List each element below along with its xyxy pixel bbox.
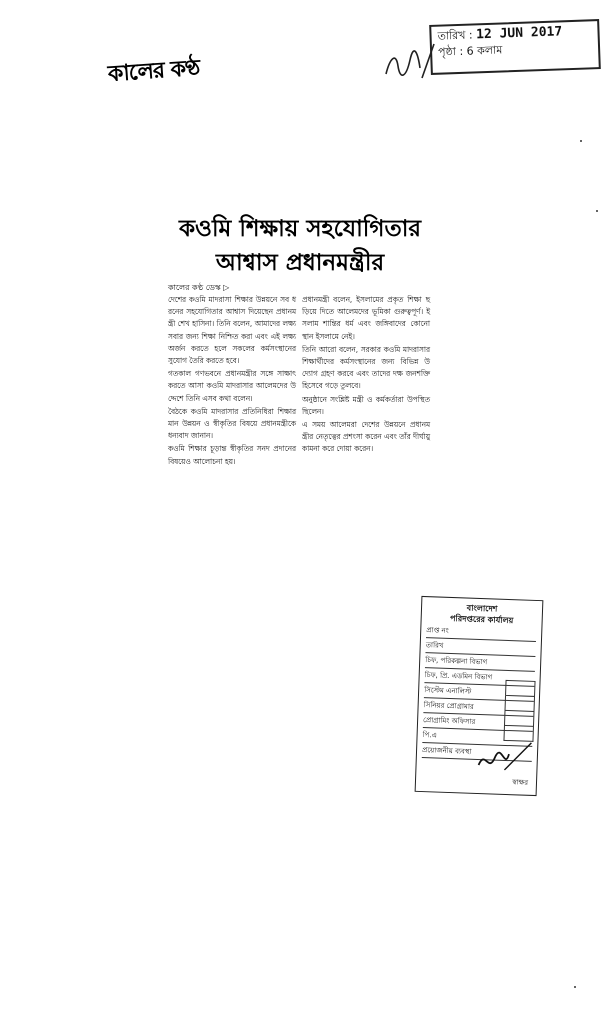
scan-speck (580, 140, 582, 142)
article-paragraph: দেশের কওমি মাদরাসা শিক্ষার উন্নয়নে সব ধরনের সহযোগিতার আশ্বাস দিয়েছেন প্রধানমন্ত্রী শেখ হাসিনা। তিনি বলেন, আমাদের লক্ষ্য সবার জন্য শিক্ষা নিশ্চিত করা এবং এই লক্ষ্য অর্জন করতে হলে সকলের কর্মসংস্থানের সুযোগ তৈরি করতে হবে। (168, 295, 296, 366)
scan-speck (596, 210, 598, 212)
article-paragraph: এ সময় আলেমরা দেশের উন্নয়নে প্রধানমন্ত্রীর নেতৃত্বের প্রশংসা করেন এবং তাঁর দীর্ঘায়ু কামনা করে দোয়া করেন। (302, 420, 430, 454)
slip-checkbox (504, 696, 535, 712)
article-paragraph: বৈঠকে কওমি মাদরাসার প্রতিনিধিরা শিক্ষার মান উন্নয়ন ও স্বীকৃতির বিষয়ে প্রধানমন্ত্রীকে ধন্যবাদ জানান। (168, 406, 296, 441)
signature-mark (474, 739, 535, 781)
stamp-date-label: তারিখ (437, 28, 466, 43)
headline-line-2: আশ্বাস প্রধানমন্ত্রীর (215, 250, 385, 276)
slip-checkbox-column (503, 680, 535, 742)
stamp-page-label: পৃষ্ঠা (437, 45, 457, 59)
article-paragraph: প্রধানমন্ত্রী বলেন, ইসলামের প্রকৃত শিক্ষা ছড়িয়ে দিতে আলেমদের ভূমিকা গুরুত্বপূর্ণ। ইসলাম শান্তির ধর্ম এবং জঙ্গিবাদের কোনো স্থান ইসলামে নেই। (302, 295, 430, 341)
stamp-page-number: 6 (466, 44, 474, 58)
article-column-right (302, 294, 430, 457)
article-paragraph: তিনি আরো বলেন, সরকার কওমি মাদরাসার শিক্ষার্থীদের কর্মসংস্থানের জন্য বিভিন্ন উদ্যোগ গ্রহণ করবে এবং তাদের দক্ষ জনশক্তি হিসেবে গড়ে তুলবে। (302, 344, 430, 391)
article-paragraph: গতকাল গণভবনে প্রধানমন্ত্রীর সঙ্গে সাক্ষাৎ করতে আসা কওমি মাদরাসার আলেমদের উদ্দেশে তিনি এসব কথা বলেন। (168, 369, 296, 403)
slip-footer: স্বাক্ষর (512, 778, 529, 787)
slip-title-line-1: বাংলাদেশ (466, 603, 498, 614)
article-headline (150, 212, 450, 280)
date-stamp: তারিখ : 12 JUN 2017 পৃষ্ঠা : 6 কলাম (429, 19, 601, 75)
article-paragraph: অনুষ্ঠানে সংশ্লিষ্ট মন্ত্রী ও কর্মকর্তারা উপস্থিত ছিলেন। (302, 394, 430, 416)
slip-row: সিনিয়র প্রোগ্রামার (423, 698, 533, 717)
slip-checkbox (505, 680, 536, 697)
article-byline: কালের কণ্ঠ ডেস্ক ▷ (168, 283, 230, 292)
routing-slip (415, 596, 544, 796)
slip-row: প্রোগ্রামিং অফিসার (423, 713, 533, 732)
headline-line-1: কওমি শিক্ষায় সহযোগিতার (178, 216, 422, 242)
slip-row: তারিখ (425, 638, 535, 657)
slip-row: প্রাপ্ত নং (426, 623, 536, 642)
slip-title-line-2: পরিদপ্তরের কার্যালয় (449, 613, 514, 626)
stamp-date: 12 JUN 2017 (475, 24, 563, 43)
newspaper-masthead: কালের কণ্ঠ (107, 55, 201, 88)
slip-checkbox (504, 711, 535, 727)
slip-row: চিফ, পরিকল্পনা বিভাগ (425, 653, 535, 672)
article-paragraph: কওমি শিক্ষার চূড়ান্ত স্বীকৃতির সনদ প্রদানের বিষয়েও আলোচনা হয়। (168, 444, 296, 466)
slip-action-label: প্রয়োজনীয় ব্যবস্থা (422, 743, 532, 762)
stamp-column-label: কলাম (476, 43, 503, 58)
slip-row: সিস্টেম এনালিস্ট (424, 683, 534, 702)
slip-row: চিফ, প্রি. এডমিন বিভাগ (424, 668, 534, 687)
slip-row: পি.এ (422, 728, 532, 747)
scan-speck (574, 986, 576, 988)
article-column-left (168, 294, 296, 469)
